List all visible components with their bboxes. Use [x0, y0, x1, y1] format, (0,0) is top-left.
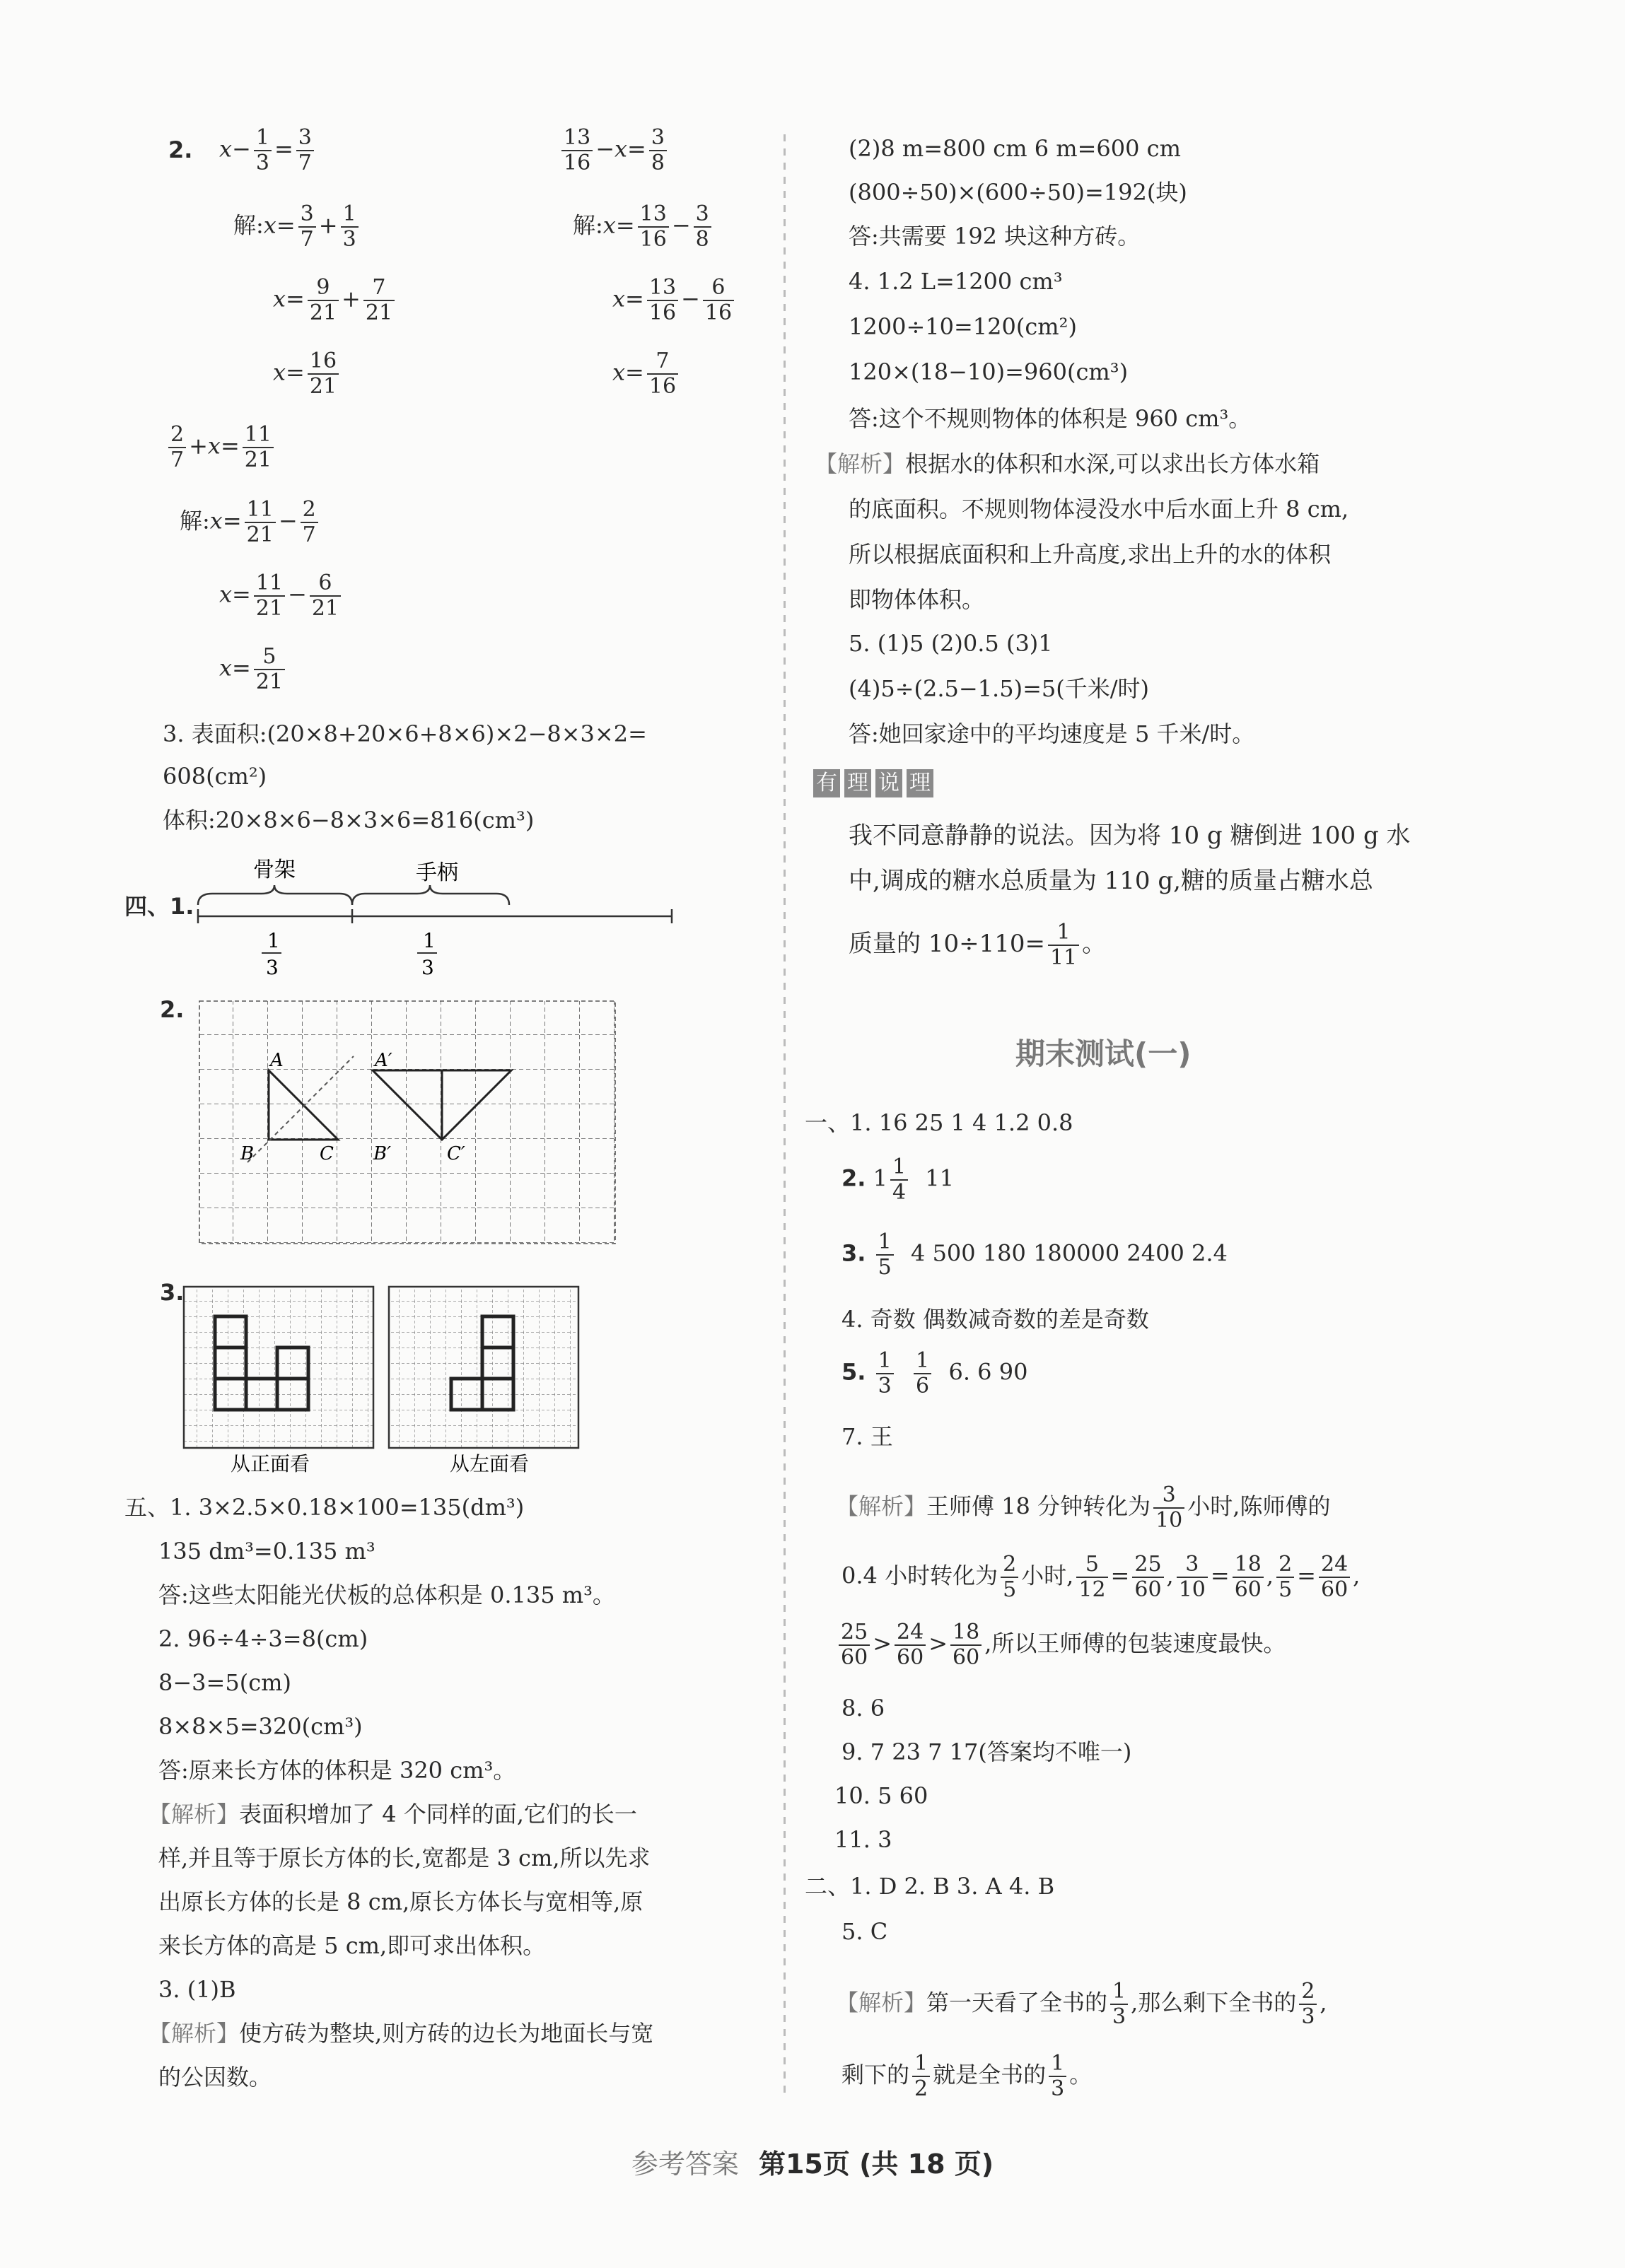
eq-7: x= $\frac{13}{16}$ − $\frac{6}{16}$ — [612, 276, 737, 325]
s5-q1: 五、1. 3×2.5×0.18×100=135(dm³) — [124, 1494, 525, 1521]
label-b: B — [240, 1143, 255, 1164]
r-line-6: 120×(18−10)=960(cm³) — [849, 358, 1129, 385]
s5-q2-analysis-4: 来长方体的高是 5 cm,即可求出体积。 — [158, 1932, 546, 1959]
e-9: 9. 7 23 7 17(答案均不唯一) — [841, 1738, 1132, 1765]
e-4: 4. 奇数 偶数减奇数的差是奇数 — [841, 1306, 1149, 1333]
youli-2: 中,调成的糖水总质量为 110 g,糖的质量占糖水总 — [849, 867, 1373, 895]
s5-q2-l3: 8×8×5=320(cm³) — [158, 1713, 363, 1740]
brace-diagram — [191, 855, 686, 983]
e-7-analysis-3: $\frac{25}{60}$ > $\frac{24}{60}$ > $\frac{18}{60}$ ,所以王师傅的包装速度最快。 — [836, 1620, 1286, 1670]
s2-analysis-1: 【解析】第一天看了全书的 $\frac{1}{3}$ ,那么剩下全书的 $\frac{2}{3}$ , — [836, 1979, 1327, 2029]
s5-q2-analysis-2: 样,并且等于原长方体的长,宽都是 3 cm,所以先求 — [158, 1845, 651, 1871]
eq-9: $\frac{2}{7}$ +x= $\frac{11}{21}$ — [165, 423, 276, 472]
eq-10: 解:x= $\frac{11}{21}$ − $\frac{2}{7}$ — [180, 498, 321, 547]
e-3: 3. $\frac{1}{5}$ 4 500 180 180000 2400 2.4 — [841, 1229, 1228, 1280]
s5-q2-analysis-1: 【解析】表面积增加了 4 个同样的面,它们的长一 — [148, 1801, 637, 1828]
eq-5: $\frac{13}{16}$ −x= $\frac{3}{8}$ — [559, 126, 670, 175]
e-11: 11. 3 — [834, 1826, 892, 1853]
eq-11: x= $\frac{11}{21}$ − $\frac{6}{21}$ — [219, 571, 344, 621]
eq-2: 解:x= $\frac{3}{7}$ + $\frac{1}{3}$ — [233, 202, 361, 252]
brace-label-2: 手柄 — [416, 860, 458, 885]
label-b2: B′ — [373, 1143, 392, 1164]
q2-label: 2. — [168, 136, 193, 163]
frac-2-den: 3 — [421, 956, 434, 979]
s2-analysis-2: 剩下的 $\frac{1}{2}$ 就是全书的 $\frac{1}{3}$ 。 — [841, 2051, 1093, 2101]
e-7: 7. 王 — [841, 1423, 893, 1450]
e-10: 10. 5 60 — [834, 1782, 928, 1809]
s5-q1-answer: 答:这些太阳能光伏板的总体积是 0.135 m³。 — [158, 1582, 615, 1608]
r-line-14: 答:她回家途中的平均速度是 5 千米/时。 — [849, 720, 1255, 747]
s2-line-5: 5. C — [841, 1918, 888, 1945]
column-divider — [784, 134, 786, 2100]
r-analysis-2: 的底面积。不规则物体浸没水中后水面上升 8 cm, — [849, 496, 1349, 522]
r-analysis-4: 即物体体积。 — [849, 586, 985, 613]
r-line-4: 4. 1.2 L=1200 cm³ — [849, 268, 1063, 295]
s5-q2-analysis-3: 出原长方体的长是 8 cm,原长方体长与宽相等,原 — [158, 1888, 643, 1915]
e-2: 2. 1 $\frac{1}{4}$ 11 — [841, 1155, 955, 1205]
youli-1: 我不同意静静的说法。因为将 10 g 糖倒进 100 g 水 — [849, 822, 1411, 850]
s5-q3-analysis-2: 的公因数。 — [158, 2064, 272, 2091]
e-7-analysis-1: 【解析】王师傅 18 分钟转化为 $\frac{3}{10}$ 小时,陈师傅的 — [836, 1483, 1331, 1533]
view-left-label: 从左面看 — [450, 1452, 530, 1475]
view-front-label: 从正面看 — [231, 1452, 310, 1475]
r-line-13: (4)5÷(2.5−1.5)=5(千米/时) — [849, 675, 1149, 702]
brace-1 — [198, 885, 352, 905]
q3-surface-2: 608(cm²) — [163, 763, 267, 790]
r-analysis-3: 所以根据底面积和上升高度,求出上升的水的体积 — [849, 541, 1332, 568]
eq-3: x= $\frac{9}{21}$ + $\frac{7}{21}$ — [273, 276, 397, 325]
e-1: 一、1. 16 25 1 4 1.2 0.8 — [805, 1109, 1073, 1136]
footer-label: 参考答案 — [631, 2149, 739, 2180]
s5-q2-answer: 答:原来长方体的体积是 320 cm³。 — [158, 1757, 516, 1784]
page-footer — [0, 2142, 1625, 2181]
s5-q1-l2: 135 dm³=0.135 m³ — [158, 1538, 375, 1565]
label-c: C — [320, 1143, 334, 1164]
q3-volume: 体积:20×8×6−8×3×6=816(cm³) — [163, 807, 535, 834]
s4-q2-label: 2. — [160, 996, 185, 1023]
e-7-analysis-2: 0.4 小时转化为 $\frac{2}{5}$ 小时, $\frac{5}{12}$ = $\frac{25}{60}$ , $\frac{3}{10}$ = $\frac{18}{60}$ , $\frac{2}{5}$ = $\frac{24}{60}$ , — [841, 1552, 1361, 1602]
youli-tag: 有 理 说 理 — [813, 768, 938, 797]
r-line-12: 5. (1)5 (2)0.5 (3)1 — [849, 630, 1053, 657]
s5-q3: 3. (1)B — [158, 1976, 236, 2003]
s5-q2: 2. 96÷4÷3=8(cm) — [158, 1625, 368, 1652]
frac-1-num: 1 — [267, 929, 280, 952]
q3-surface: 3. 表面积:(20×8+20×6+8×6)×2−8×3×2= — [163, 720, 647, 747]
r-line-2: (800÷50)×(600÷50)=192(块) — [849, 179, 1187, 206]
r-line-5: 1200÷10=120(cm²) — [849, 313, 1077, 340]
eq-6: 解:x= $\frac{13}{16}$ − $\frac{3}{8}$ — [573, 202, 714, 252]
eq-4: x= $\frac{16}{21}$ — [273, 349, 342, 399]
section-title: 期末测试(一) — [1015, 1036, 1192, 1071]
eq-1: x− $\frac{1}{3}$ = $\frac{3}{7}$ — [219, 126, 317, 175]
brace-2 — [352, 885, 509, 905]
s4-q3-label: 3. — [160, 1279, 185, 1306]
r-line-1: (2)8 m=800 cm 6 m=600 cm — [849, 135, 1181, 162]
views-figure — [181, 1285, 591, 1483]
s5-q2-l2: 8−3=5(cm) — [158, 1669, 291, 1696]
label-c2: C′ — [447, 1143, 465, 1164]
e-8: 8. 6 — [841, 1695, 885, 1722]
symmetry-grid — [198, 1000, 622, 1254]
label-a2: A′ — [375, 1050, 392, 1071]
section-4-label: 四、1. — [124, 893, 194, 920]
frac-2-num: 1 — [423, 929, 436, 952]
r-line-7: 答:这个不规则物体的体积是 960 cm³。 — [849, 405, 1252, 432]
eq-12: x= $\frac{5}{21}$ — [219, 645, 288, 694]
label-a: A — [270, 1050, 284, 1071]
footer-page: 第15页 (共 18 页) — [758, 2149, 994, 2180]
youli-3: 质量的 10÷110= $\frac{1}{11}$ 。 — [849, 920, 1107, 970]
frac-1-den: 3 — [266, 956, 279, 979]
e-5: 5. $\frac{1}{3}$ $\frac{1}{6}$ 6. 6 90 — [841, 1348, 1028, 1398]
eq-8: x= $\frac{7}{16}$ — [612, 349, 681, 399]
brace-label-1: 骨架 — [253, 858, 296, 882]
r-line-3: 答:共需要 192 块这种方砖。 — [849, 223, 1141, 250]
r-analysis-1: 【解析】根据水的体积和水深,可以求出长方体水箱 — [815, 450, 1320, 477]
s2-line-1: 二、1. D 2. B 3. A 4. B — [805, 1873, 1055, 1900]
s5-q3-analysis-1: 【解析】使方砖为整块,则方砖的边长为地面长与宽 — [148, 2020, 654, 2047]
